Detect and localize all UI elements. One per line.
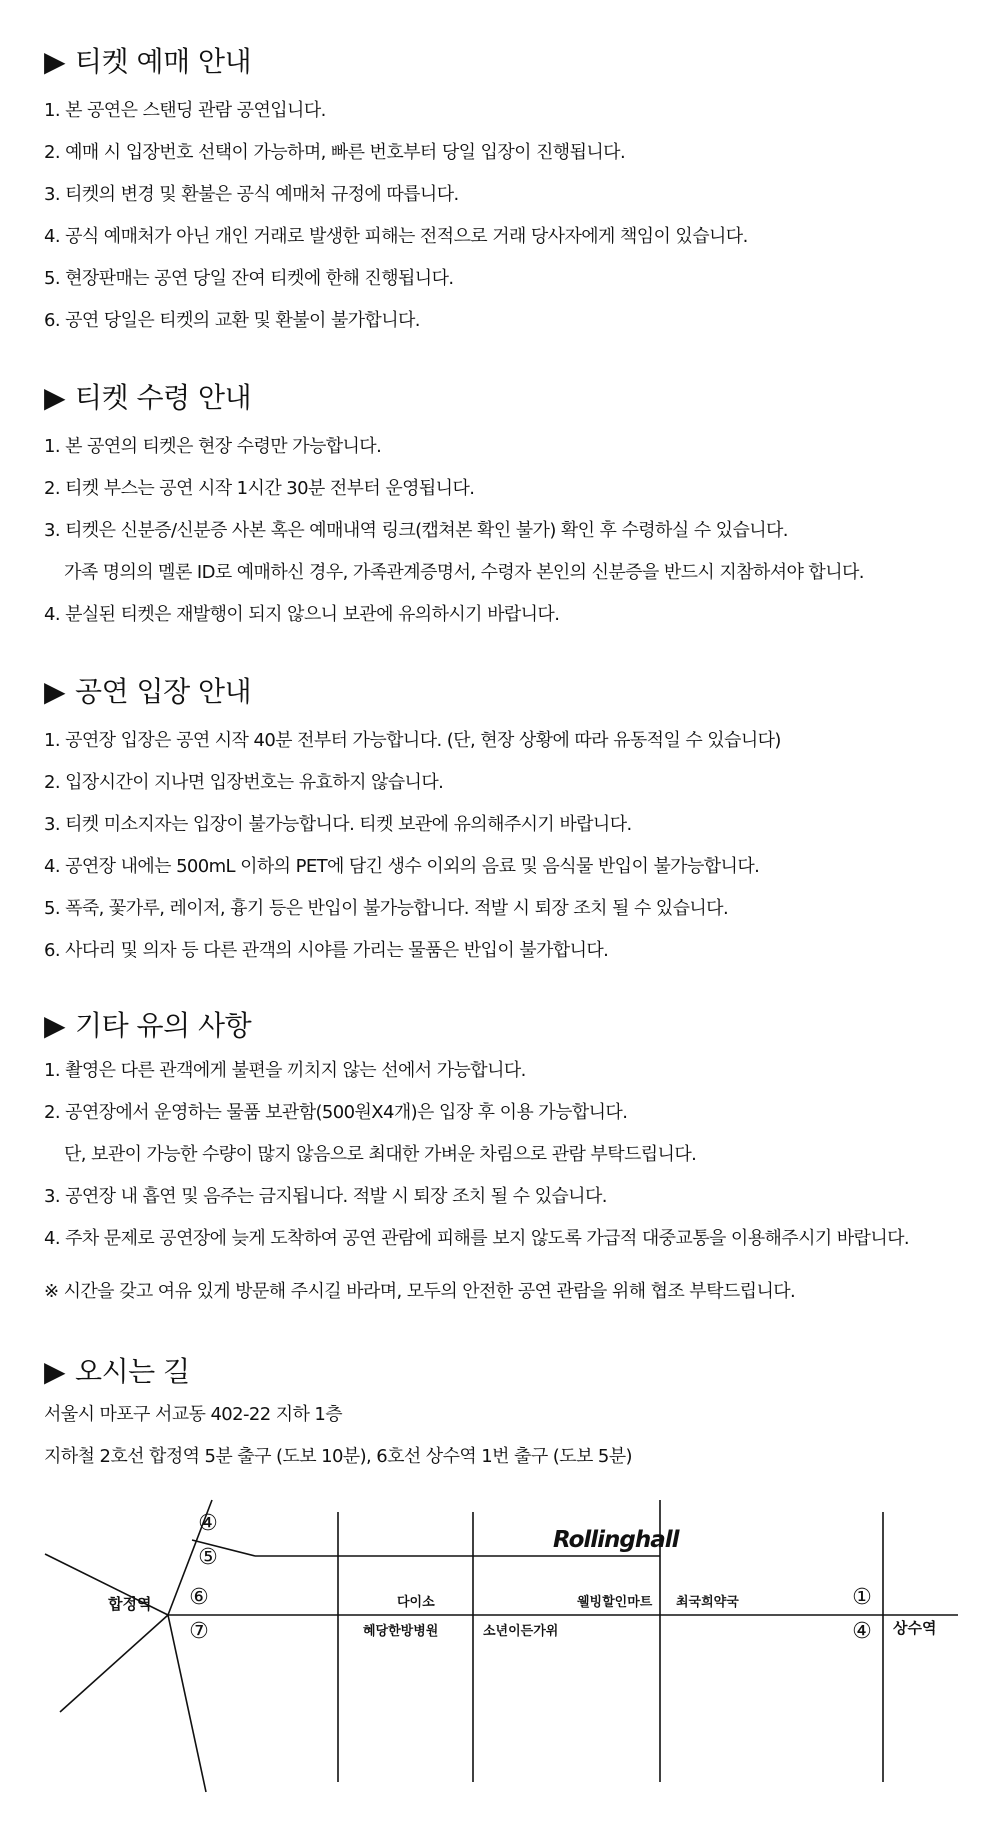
list-item: 2. 예매 시 입장번호 선택이 가능하며, 빠른 번호부터 당일 입장이 진행됩니다. [44,142,626,163]
section-title: ▶ 기타 유의 사항 [44,1006,984,1046]
section-title: ▶ 공연 입장 안내 [44,672,984,712]
list-item: 4. 공식 예매처가 아닌 개인 거래로 발생한 피해는 전적으로 거래 당사자에게 책임이 있습니다. [44,226,748,247]
list-item: 3. 티켓은 신분증/신분증 사본 혹은 예매내역 링크(캡쳐본 확인 불가) 확인 후 수령하실 수 있습니다. [44,520,788,541]
exit-7-icon: ⑦ [189,1619,209,1644]
other-notes-section [44,1006,984,1260]
list-item: 4. 분실된 티켓은 재발행이 되지 않으니 보관에 유의하시기 바랍니다. [44,604,560,625]
list-item: 4. 주차 문제로 공연장에 늦게 도착하여 공연 관람에 피해를 보지 않도록 가급적 대중교통을 이용해주시기 바랍니다. [44,1228,910,1249]
subway-directions-text: 지하철 2호선 합정역 5분 출구 (도보 10분), 6호선 상수역 1번 출구 (도보 5분) [44,1446,632,1467]
exit-4-icon: ④ [852,1619,872,1644]
ticket-pickup-section [44,378,984,636]
list-item: 1. 촬영은 다른 관객에게 불편을 끼치지 않는 선에서 가능합니다. [44,1060,526,1081]
triangle-icon: ▶ [44,1009,66,1042]
hapjeong-station-label: 합정역 [108,1595,152,1613]
exit-1-icon: ① [852,1585,872,1610]
exit-5-icon: ⑤ [198,1545,218,1570]
list-item: 6. 공연 당일은 티켓의 교환 및 환불이 불가합니다. [44,310,420,331]
list-item: 3. 티켓 미소지자는 입장이 불가능합니다. 티켓 보관에 유의해주시기 바랍니다. [44,814,632,835]
ticket-booking-section [44,42,984,342]
triangle-icon: ▶ [44,381,66,414]
sangsu-station-label: 상수역 [893,1619,937,1637]
section-title: ▶ 오시는 길 [44,1352,984,1392]
directions-section [44,1352,984,1478]
list-item: 3. 티켓의 변경 및 환불은 공식 예매처 규정에 따릅니다. [44,184,459,205]
triangle-icon: ▶ [44,1355,66,1388]
section-title: ▶ 티켓 수령 안내 [44,378,984,418]
list-item: 3. 공연장 내 흡연 및 음주는 금지됩니다. 적발 시 퇴장 조치 될 수 있습니다. [44,1186,607,1207]
place-daiso: 다이소 [397,1595,435,1610]
list-item: 1. 공연장 입장은 공연 시작 40분 전부터 가능합니다. (단, 현장 상황에 따라 유동적일 수 있습니다) [44,730,781,751]
list-item-continuation: 가족 명의의 멜론 ID로 예매하신 경우, 가족관계증명서, 수령자 본인의 신분증을 반드시 지참하셔야 합니다. [64,562,864,583]
place-pharmacy: 최국희약국 [676,1595,739,1610]
notice-text: ※ 시간을 갖고 여유 있게 방문해 주시길 바라며, 모두의 안전한 공연 관람을 위해 협조 부탁드립니다. [44,1281,796,1302]
triangle-icon: ▶ [44,675,66,708]
section-title: ▶ 티켓 예매 안내 [44,42,984,82]
list-item: 4. 공연장 내에는 500mL 이하의 PET에 담긴 생수 이외의 음료 및 음식물 반입이 불가능합니다. [44,856,760,877]
list-item: 5. 폭죽, 꽃가루, 레이저, 흉기 등은 반입이 불가능합니다. 적발 시 퇴장 조치 될 수 있습니다. [44,898,729,919]
road-line [60,1615,168,1712]
triangle-icon: ▶ [44,45,66,78]
list-item: 1. 본 공연의 티켓은 현장 수령만 가능합니다. [44,436,382,457]
location-map [0,1490,1000,1810]
rollinghall-logo: Rollinghall [553,1527,679,1553]
exit-6-icon: ⑥ [189,1585,209,1610]
list-item: 1. 본 공연은 스탠딩 관람 공연입니다. [44,100,326,121]
entry-section [44,672,984,972]
place-hospital: 혜당한방병원 [363,1624,439,1639]
list-item: 5. 현장판매는 공연 당일 잔여 티켓에 한해 진행됩니다. [44,268,454,289]
list-item: 6. 사다리 및 의자 등 다른 관객의 시야를 가리는 물품은 반입이 불가합니다. [44,940,609,961]
list-item: 2. 공연장에서 운영하는 물품 보관함(500원X4개)은 입장 후 이용 가능합니다. [44,1102,628,1123]
list-item: 2. 입장시간이 지나면 입장번호는 유효하지 않습니다. [44,772,444,793]
place-shop: 소년이든가위 [483,1624,559,1639]
address-text: 서울시 마포구 서교동 402-22 지하 1층 [44,1404,343,1425]
list-item: 2. 티켓 부스는 공연 시작 1시간 30분 전부터 운영됩니다. [44,478,475,499]
place-wellbeing-mart: 웰빙할인마트 [577,1595,653,1610]
exit-4-icon: ④ [198,1511,218,1536]
list-item-continuation: 단, 보관이 가능한 수량이 많지 않음으로 최대한 가벼운 차림으로 관람 부탁드립니다. [64,1144,697,1165]
